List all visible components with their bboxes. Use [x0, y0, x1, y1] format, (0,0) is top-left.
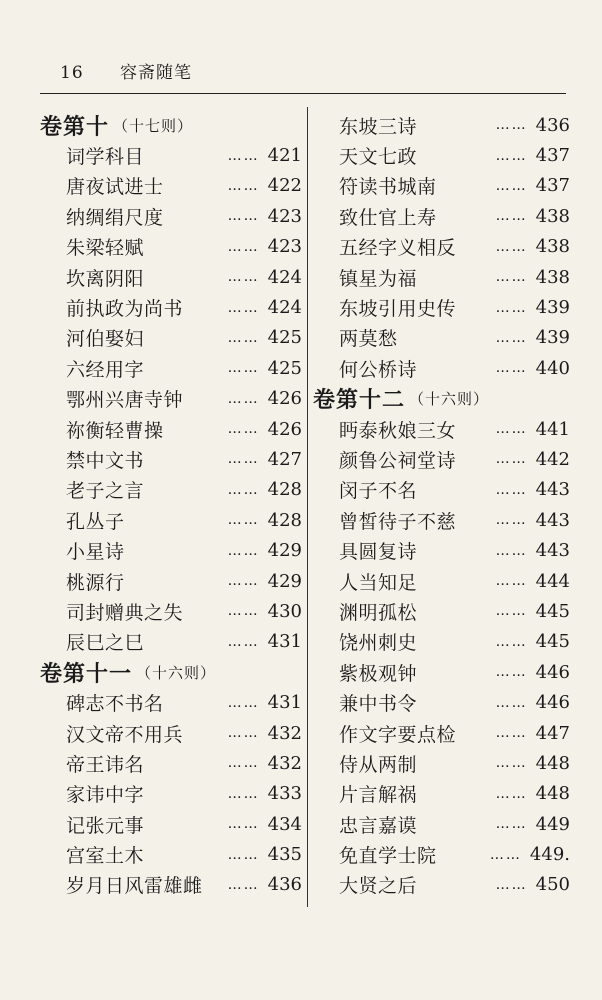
entry-page-number: 427 [267, 448, 302, 470]
leader-dots: …… [227, 785, 260, 802]
toc-entry [40, 232, 302, 262]
entry-page-number: 422 [267, 175, 302, 197]
leader-dots: …… [495, 694, 528, 711]
toc-entry [40, 596, 302, 626]
leader-dots: …… [495, 573, 528, 590]
entry-title: 老子之言 [66, 480, 145, 503]
leader-dots: …… [227, 573, 260, 590]
entry-title: 侍从两制 [339, 753, 418, 776]
toc-entry [40, 566, 302, 596]
toc-entry [313, 475, 570, 505]
leader-dots: …… [227, 238, 260, 255]
book-title: 容斋随笔 [120, 63, 193, 83]
entry-title: 孔丛子 [66, 510, 125, 533]
toc-entry [313, 809, 570, 839]
entry-page-number: 423 [267, 236, 302, 258]
leader-dots: …… [495, 208, 528, 225]
entry-page-number: 443 [535, 479, 570, 501]
leader-dots: …… [495, 816, 528, 833]
entry-title: 桃源行 [66, 571, 125, 594]
entry-title: 闵子不名 [339, 480, 418, 503]
entry-page-number: 430 [267, 600, 302, 622]
leader-dots: …… [227, 421, 260, 438]
entry-page-number: 424 [267, 297, 302, 319]
leader-dots: …… [227, 177, 260, 194]
entry-page-number: 431 [267, 631, 302, 653]
leader-dots: …… [227, 390, 260, 407]
entry-title: 兼中书令 [339, 693, 418, 716]
leader-dots: …… [495, 542, 528, 559]
leader-dots: …… [495, 664, 528, 681]
entry-page-number: 428 [267, 479, 302, 501]
entry-title: 辰巳之巳 [66, 632, 145, 655]
toc-entry [40, 687, 302, 717]
leader-dots: …… [227, 208, 260, 225]
leader-dots: …… [227, 451, 260, 468]
leader-dots: …… [227, 846, 260, 863]
toc-entry [313, 444, 570, 474]
entry-page-number: 432 [267, 722, 302, 744]
toc-entry [313, 110, 570, 140]
entry-title: 大贤之后 [339, 875, 418, 898]
header-rule [40, 93, 566, 94]
entry-page-number: 449. [529, 844, 570, 866]
section-heading [40, 110, 302, 140]
toc-entry [313, 323, 570, 353]
leader-dots: …… [495, 421, 528, 438]
entry-title: 帝王讳名 [66, 753, 145, 776]
entry-title: 紫极观钟 [339, 662, 418, 685]
toc-entry [313, 171, 570, 201]
entry-page-number: 438 [535, 266, 570, 288]
leader-dots: …… [495, 451, 528, 468]
entry-title: 唐夜试进士 [66, 176, 164, 199]
toc-entry [40, 292, 302, 322]
entry-title: 作文字要点检 [339, 723, 457, 746]
toc-entry [40, 201, 302, 231]
entry-title: 片言解祸 [339, 784, 418, 807]
entry-page-number: 436 [535, 114, 570, 136]
entry-title: 纳绸绢尺度 [66, 206, 164, 229]
entry-page-number: 445 [535, 631, 570, 653]
leader-dots: …… [227, 299, 260, 316]
entry-page-number: 446 [535, 661, 570, 683]
toc-entry [40, 627, 302, 657]
entry-page-number: 444 [535, 570, 570, 592]
leader-dots: …… [227, 147, 260, 164]
toc-entry [40, 475, 302, 505]
entry-page-number: 445 [535, 600, 570, 622]
entry-title: 词学科目 [66, 146, 145, 169]
toc-entry [40, 870, 302, 900]
entry-title: 东坡引用史传 [339, 298, 457, 321]
entry-title: 具圆复诗 [339, 541, 418, 564]
toc-entry [313, 201, 570, 231]
entry-page-number: 448 [535, 752, 570, 774]
leader-dots: …… [495, 117, 528, 134]
entry-page-number: 450 [535, 874, 570, 896]
leader-dots: …… [227, 512, 260, 529]
entry-title: 忠言嘉谟 [339, 814, 418, 837]
leader-dots: …… [495, 177, 528, 194]
column-divider [307, 107, 308, 907]
leader-dots: …… [227, 481, 260, 498]
entry-title: 六经用字 [66, 358, 145, 381]
toc-entry [313, 657, 570, 687]
entry-title: 致仕官上寿 [339, 206, 437, 229]
toc-entry [313, 718, 570, 748]
toc-entry [40, 262, 302, 292]
entry-title: 小星诗 [66, 541, 125, 564]
entry-page-number: 434 [267, 813, 302, 835]
entry-title: 朱梁轻赋 [66, 237, 145, 260]
toc-entry [313, 566, 570, 596]
leader-dots: …… [495, 238, 528, 255]
toc-entry [40, 171, 302, 201]
entry-page-number: 425 [267, 327, 302, 349]
entry-page-number: 435 [267, 844, 302, 866]
entry-title: 曾皙待子不慈 [339, 510, 457, 533]
entry-page-number: 446 [535, 692, 570, 714]
entry-page-number: 431 [267, 692, 302, 714]
section-count-note: （十七则） [113, 116, 194, 135]
entry-title: 颜鲁公祠堂诗 [339, 449, 457, 472]
toc-entry [313, 292, 570, 322]
toc-entry [40, 414, 302, 444]
entry-page-number: 423 [267, 205, 302, 227]
entry-page-number: 447 [535, 722, 570, 744]
leader-dots: …… [495, 603, 528, 620]
leader-dots: …… [495, 512, 528, 529]
toc-entry [313, 232, 570, 262]
leader-dots: …… [227, 542, 260, 559]
toc-entry [40, 353, 302, 383]
entry-title: 两莫愁 [339, 328, 398, 351]
toc-entry [313, 596, 570, 626]
leader-dots: …… [227, 816, 260, 833]
leader-dots: …… [495, 269, 528, 286]
section-heading [313, 384, 570, 414]
entry-page-number: 425 [267, 357, 302, 379]
entry-title: 前执政为尚书 [66, 298, 184, 321]
entry-title: 岁月日风雷雄雌 [66, 875, 203, 898]
entry-page-number: 436 [267, 874, 302, 896]
toc-entry [313, 839, 570, 869]
entry-page-number: 424 [267, 266, 302, 288]
entry-title: 司封赠典之失 [66, 601, 184, 624]
entry-page-number: 448 [535, 783, 570, 805]
entry-title: 饶州刺史 [339, 632, 418, 655]
section-title: 卷第十一 [40, 660, 133, 687]
toc-entry [40, 323, 302, 353]
entry-title: 坎离阴阳 [66, 267, 145, 290]
toc-entry [40, 384, 302, 414]
entry-page-number: 443 [535, 509, 570, 531]
entry-title: 人当知足 [339, 571, 418, 594]
entry-page-number: 443 [535, 540, 570, 562]
leader-dots: …… [489, 846, 522, 863]
leader-dots: …… [495, 785, 528, 802]
toc-left-column [40, 110, 302, 900]
entry-title: 祢衡轻曹操 [66, 419, 164, 442]
toc-entry [313, 748, 570, 778]
toc-entry [40, 839, 302, 869]
entry-page-number: 437 [535, 145, 570, 167]
entry-page-number: 441 [535, 418, 570, 440]
toc-entry [40, 140, 302, 170]
entry-title: 家讳中字 [66, 784, 145, 807]
entry-title: 记张元事 [66, 814, 145, 837]
leader-dots: …… [495, 725, 528, 741]
entry-page-number: 426 [267, 388, 302, 410]
entry-title: 东坡三诗 [339, 115, 418, 138]
leader-dots: …… [227, 329, 260, 346]
section-count-note: （十六则） [409, 390, 490, 409]
entry-page-number: 428 [267, 509, 302, 531]
entry-title: 禁中文书 [66, 449, 145, 472]
entry-title: 免直学士院 [339, 845, 437, 868]
toc-entry [313, 414, 570, 444]
toc-entry [40, 505, 302, 535]
leader-dots: …… [227, 694, 260, 711]
toc-entry [313, 353, 570, 383]
entry-page-number: 438 [535, 236, 570, 258]
leader-dots: …… [495, 481, 528, 498]
entry-title: 何公桥诗 [339, 358, 418, 381]
entry-title: 河伯娶妇 [66, 328, 145, 351]
section-heading [40, 657, 302, 687]
entry-page-number: 439 [535, 327, 570, 349]
entry-title: 宫室土木 [66, 845, 145, 868]
entry-title: 符读书城南 [339, 176, 437, 199]
entry-title: 渊明孤松 [339, 601, 418, 624]
toc-entry [40, 718, 302, 748]
toc-entry [313, 535, 570, 565]
entry-title: 镇星为福 [339, 267, 418, 290]
entry-title: 天文七政 [339, 146, 418, 169]
section-title: 卷第十二 [313, 387, 406, 414]
entry-page-number: 432 [267, 752, 302, 774]
entry-page-number: 426 [267, 418, 302, 440]
toc-entry [313, 140, 570, 170]
leader-dots: …… [227, 633, 260, 650]
toc-entry [313, 262, 570, 292]
leader-dots: …… [227, 876, 260, 893]
toc-entry [40, 748, 302, 778]
entry-page-number: 438 [535, 205, 570, 227]
entry-page-number: 433 [267, 783, 302, 805]
section-count-note: （十六则） [136, 663, 217, 682]
toc-entry [40, 444, 302, 474]
leader-dots: …… [227, 603, 260, 620]
leader-dots: …… [495, 147, 528, 164]
section-title: 卷第十 [40, 113, 110, 140]
entry-page-number: 437 [535, 175, 570, 197]
entry-page-number: 449 [535, 813, 570, 835]
leader-dots: …… [227, 269, 260, 286]
leader-dots: …… [495, 755, 528, 772]
toc-entry [313, 870, 570, 900]
entry-page-number: 440 [535, 357, 570, 379]
toc-right-column [313, 110, 570, 900]
leader-dots: …… [495, 360, 528, 377]
entry-title: 五经字义相反 [339, 237, 457, 260]
toc-entry [313, 779, 570, 809]
entry-page-number: 442 [535, 448, 570, 470]
entry-page-number: 421 [267, 145, 302, 167]
leader-dots: …… [227, 360, 260, 377]
leader-dots: …… [495, 299, 528, 316]
entry-title: 眄泰秋娘三女 [339, 419, 457, 442]
entry-page-number: 439 [535, 297, 570, 319]
leader-dots: …… [227, 755, 260, 772]
leader-dots: …… [227, 725, 260, 741]
toc-entry [40, 809, 302, 839]
page-header [60, 58, 192, 83]
toc-entry [313, 687, 570, 717]
entry-title: 汉文帝不用兵 [66, 723, 184, 746]
toc-entry [40, 779, 302, 809]
page-number: 16 [60, 63, 84, 83]
leader-dots: …… [495, 633, 528, 650]
toc-entry [40, 535, 302, 565]
entry-title: 鄂州兴唐寺钟 [66, 389, 184, 412]
entry-title: 碑志不书名 [66, 693, 164, 716]
toc-entry [313, 627, 570, 657]
toc-entry [313, 505, 570, 535]
entry-page-number: 429 [267, 540, 302, 562]
leader-dots: …… [495, 329, 528, 346]
entry-page-number: 429 [267, 570, 302, 592]
leader-dots: …… [495, 876, 528, 893]
